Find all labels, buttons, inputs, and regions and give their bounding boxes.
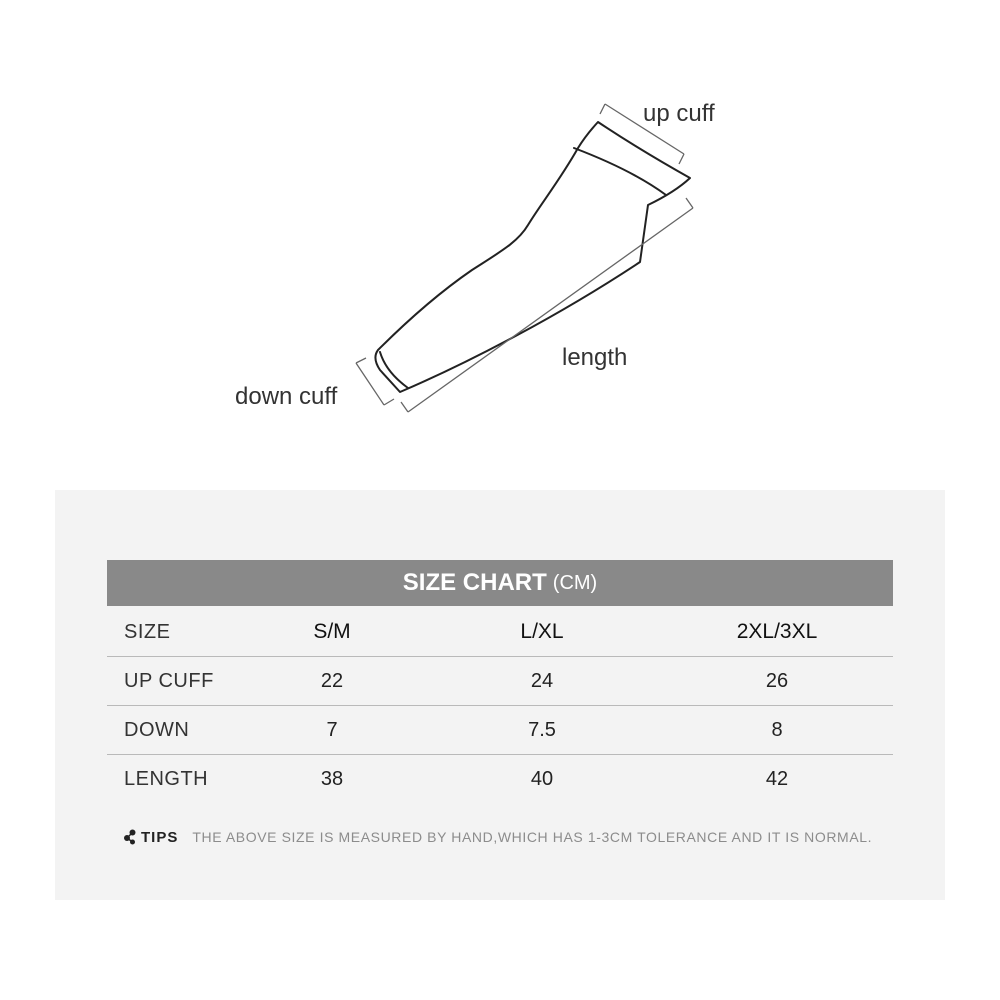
tips-label: TIPS [141,828,179,846]
header-size-2xl3xl: 2XL/3XL [736,620,818,643]
table-cell: 40 [530,768,554,790]
header-size-label: SIZE [124,621,171,643]
sleeve-outline [375,122,690,392]
arm-sleeve-diagram [0,0,1000,470]
size-chart-title: SIZE CHART [402,569,547,596]
size-chart-panel [55,490,945,900]
table-row-down [107,706,893,755]
table-cell: 42 [765,768,789,790]
table-cell: 38 [320,768,344,790]
up-cuff-label: up cuff [643,100,715,127]
row-label: LENGTH [124,768,209,790]
size-chart-header [107,560,893,606]
table-cell: 8 [771,719,783,741]
header-size-sm: S/M [313,620,351,643]
tips-icon [123,829,137,845]
size-chart-unit: (CM) [552,571,598,594]
table-cell: 22 [320,670,344,692]
tips-text: THE ABOVE SIZE IS MEASURED BY HAND,WHICH HAS 1-3CM TOLERANCE AND IT IS NORMAL. [192,829,873,845]
tips-note [123,826,872,848]
header-size-lxl: L/XL [520,620,564,643]
length-label: length [562,344,628,371]
table-row-up-cuff [107,657,893,706]
table-row-length [107,755,893,803]
size-table [107,608,893,803]
down-cuff-label: down cuff [235,383,338,410]
table-cell: 24 [530,670,554,692]
row-label: DOWN [124,719,190,741]
table-cell: 7.5 [528,719,556,741]
table-cell: 26 [765,670,789,692]
table-header-row [107,608,893,657]
row-label: UP CUFF [124,670,214,692]
table-cell: 7 [326,719,338,741]
